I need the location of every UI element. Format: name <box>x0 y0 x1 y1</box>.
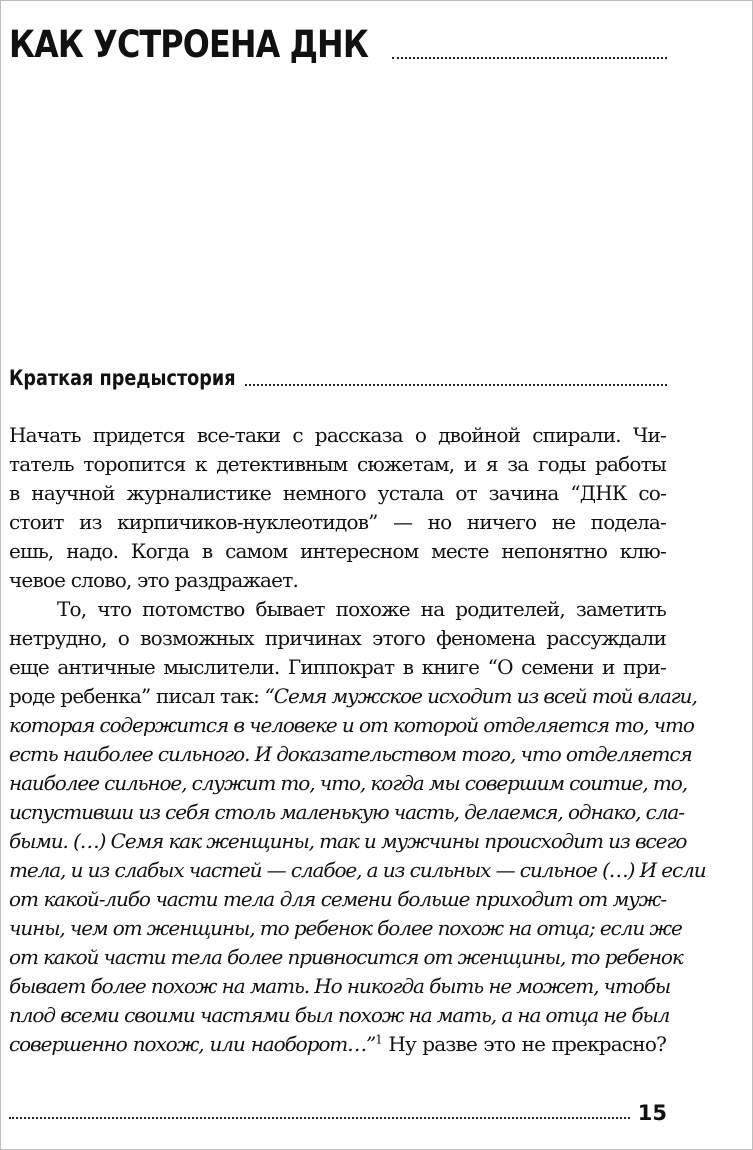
page-number: 15 <box>637 1101 667 1125</box>
text-line: То, что потомство бывает похоже на родителей, заметить <box>57 597 666 621</box>
page-footer <box>9 1098 667 1128</box>
quote-line: плод всеми своими частями был похож на мать, а на отца не был <box>9 1003 670 1027</box>
quote-line: чины, чем от женщины, то ребенок более похож на отца; если же <box>9 916 682 940</box>
chapter-title: КАК УСТРОЕНА ДНК <box>9 23 368 66</box>
footnote-marker[interactable]: 1 <box>375 1032 382 1047</box>
quote-end: совершенно похож, или наоборот…” <box>9 1032 376 1056</box>
chapter-heading <box>9 22 667 68</box>
quote-line: от какой-либо части тела для семени больше приходит от муж- <box>9 887 666 911</box>
quote-line: тела, и из слабых частей — слабое, а из сильных — сильное (…) И если <box>9 858 706 882</box>
text-line: в научной журналистике немного устала от зачина “ДНК со- <box>9 481 666 505</box>
text-span: Ну разве это не прекрасно? <box>382 1032 666 1056</box>
section-heading <box>9 364 667 392</box>
text-line-mixed <box>9 1030 666 1059</box>
quote-line: наиболее сильное, служит то, что, когда мы совершим соитие, то, <box>9 771 687 795</box>
quote-line: быми. (…) Семя как женщины, так и мужчины происходит из всего <box>9 829 687 853</box>
text-line: ешь, надо. Когда в самом интересном месте непонятно клю- <box>9 539 666 563</box>
section-title: Краткая предыстория <box>9 366 236 390</box>
body-text <box>9 421 706 1059</box>
text-span: роде ребенка” писал так: <box>9 684 265 708</box>
quote-line: бывает более похож на мать. Но никогда быть не может, чтобы <box>9 974 671 998</box>
chapter-title-leader-dots <box>392 57 667 59</box>
text-line: нетрудно, о возможных причинах этого феномена рассуждали <box>9 626 666 650</box>
quote-line: испустивши из себя столь маленькую часть, делаемся, однако, сла- <box>9 800 684 824</box>
quote-line: есть наиболее сильного. И доказательством того, что отделяется <box>9 742 692 766</box>
text-line-mixed <box>9 682 697 711</box>
quote-line: которая содержится в человеке и от которой отделяется то, что <box>9 713 694 737</box>
text-line: татель торопится к детективным сюжетам, и я за годы работы <box>9 452 666 476</box>
footer-leader-dots <box>9 1117 630 1119</box>
text-line: еще античные мыслители. Гиппократ в книге “О семени и при- <box>9 655 666 679</box>
text-line: стоит из кирпичиков-нуклеотидов” — но ничего не подела- <box>9 510 666 534</box>
quote-start: “Семя мужское исходит из всей той влаги, <box>264 684 697 708</box>
text-line: чевое слово, это раздражает. <box>9 568 299 592</box>
text-line: Начать придется все-таки с рассказа о двойной спирали. Чи- <box>9 423 666 447</box>
section-title-leader-dots <box>245 384 667 386</box>
quote-line: от какой части тела более привносится от женщины, то ребенок <box>9 945 683 969</box>
